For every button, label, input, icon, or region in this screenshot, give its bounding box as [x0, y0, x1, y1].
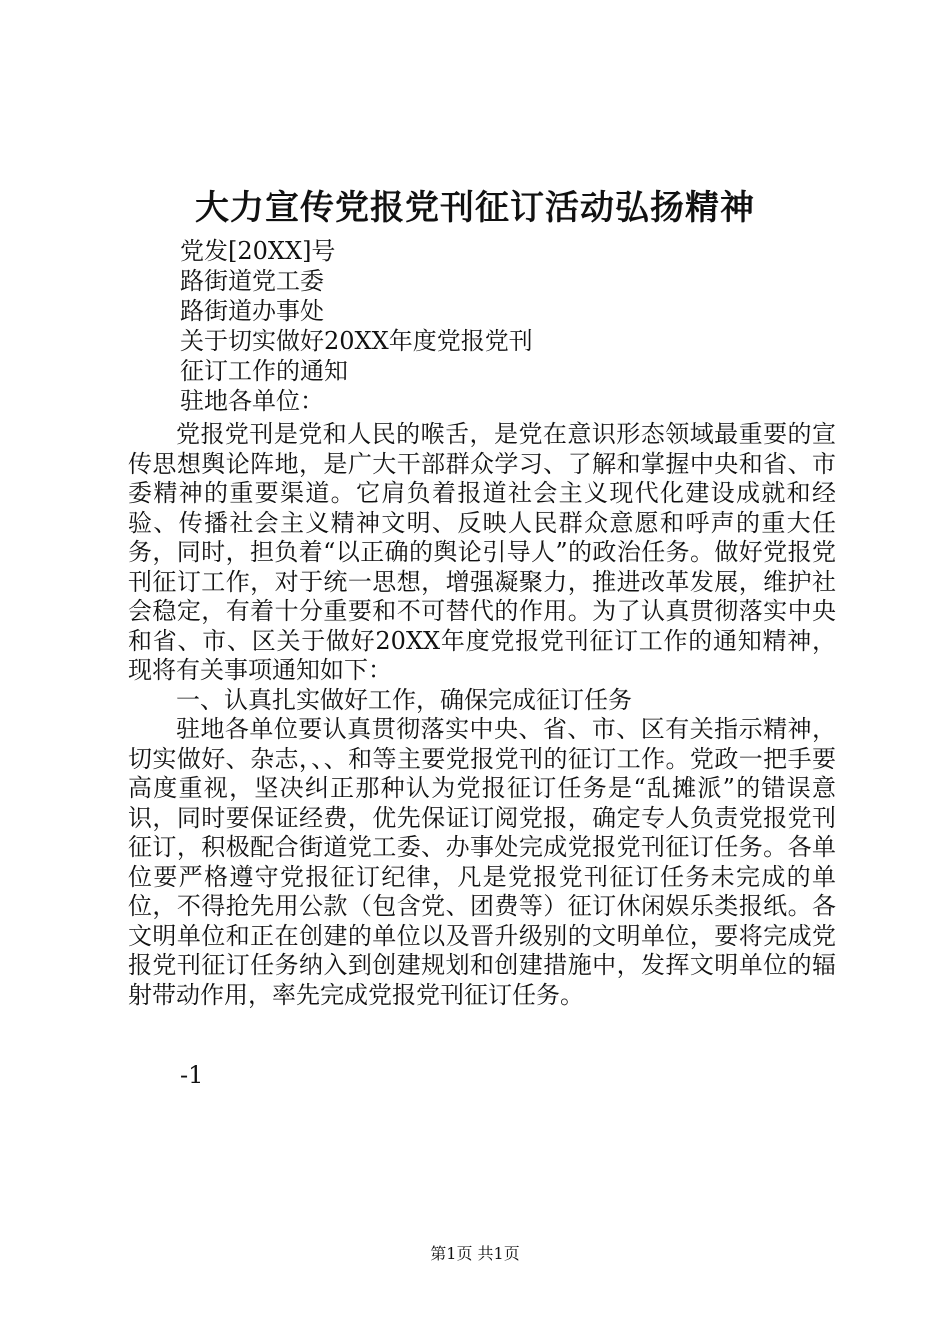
page-footer: 第1页 共1页	[430, 1244, 520, 1263]
section-heading-1: 一、认真扎实做好工作，确保完成征订任务	[176, 685, 632, 714]
issuer-sub-district-office: 路街道办事处	[180, 297, 324, 325]
salutation: 驻地各单位：	[180, 387, 324, 415]
notice-header	[180, 236, 840, 416]
issuer-party-committee: 路街道党工委	[180, 267, 324, 295]
paragraph-section-1: 驻地各单位要认真贯彻落实中央、省、市、区有关指示精神，切实做好、杂志，、、和等主要党报党刊的征订工作。党政一把手要高度重视，坚决纠正那种认为党报征订任务是“乱摊派”的错误意识，同时要保证经费，优先保证订阅党报，确定专人负责党报党刊征订，积极配合街道党工委、办事处完成党报党刊征订任务。各单位要严格遵守党报征订纪律，凡是党报党刊征订任务未完成的单位，不得抢先用公款（包含党、团费等）征订休闲娱乐类报纸。各文明单位和正在创建的单位以及晋升级别的文明单位，要将完成党报党刊征订任务纳入到创建规划和创建措施中，发挥文明单位的辐射带动作用，率先完成党报党刊征订任务。	[128, 715, 836, 1009]
page-marker: -1	[180, 1061, 204, 1089]
document-body	[128, 420, 836, 1010]
notice-subject-line-1: 关于切实做好20XX年度党报党刊	[180, 327, 533, 355]
notice-subject-line-2: 征订工作的通知	[180, 357, 348, 385]
document-number: 党发[20XX]号	[180, 237, 336, 265]
paragraph-intro: 党报党刊是党和人民的喉舌，是党在意识形态领域最重要的宣传思想舆论阵地，是广大干部群众学习、了解和掌握中央和省、市委精神的重要渠道。它肩负着报道社会主义现代化建设成就和经验、传播社会主义精神文明、反映人民群众意愿和呼声的重大任务，同时，担负着“以正确的舆论引导人”的政治任务。做好党报党刊征订工作，对于统一思想，增强凝聚力，推进改革发展，维护社会稳定，有着十分重要和不可替代的作用。为了认真贯彻落实中央和省、市、区关于做好20XX年度党报党刊征订工作的通知精神，现将有关事项通知如下：	[128, 420, 836, 684]
document-title: 大力宣传党报党刊征订活动弘扬精神	[195, 188, 755, 228]
